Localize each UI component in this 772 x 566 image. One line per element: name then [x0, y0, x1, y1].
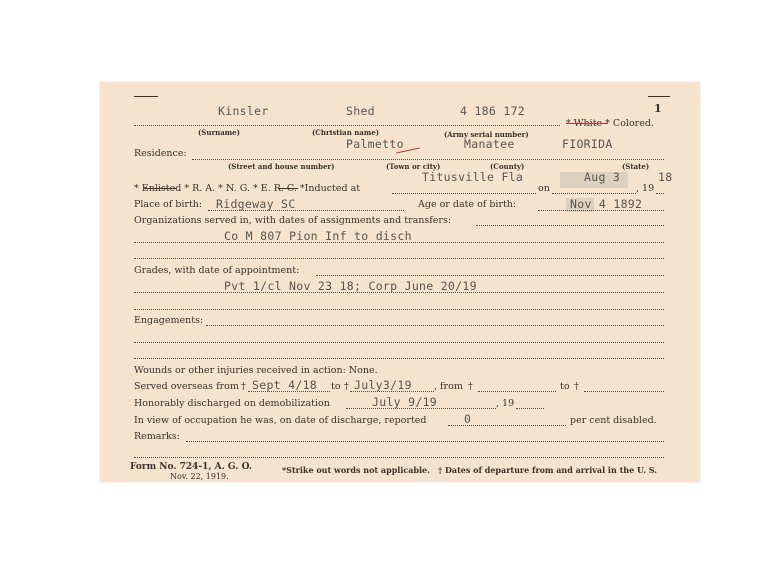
overseas-to-value: July3/19 — [354, 378, 412, 392]
race-label: * White * Colored. — [566, 118, 654, 129]
birthplace-value: Ridgeway SC — [216, 197, 296, 211]
remarks-label: Remarks: — [134, 431, 180, 442]
inducted-date-line — [552, 193, 636, 194]
grades-value: Pvt 1/cl Nov 23 18; Corp June 20/19 — [224, 279, 477, 293]
county-value: Manatee — [464, 137, 515, 151]
discharged-year-line — [516, 408, 544, 409]
grades-label: Grades, with date of appointment: — [134, 265, 300, 276]
organizations-value: Co M 807 Pion Inf to disch — [224, 229, 412, 243]
occupation-label: In view of occupation he was, on date of discharge, reported — [134, 415, 427, 426]
inducted-at-value: Titusville Fla — [422, 170, 524, 184]
enlisted-strike-mark — [144, 188, 176, 189]
remarks-line-1 — [186, 441, 664, 442]
year-line — [656, 193, 664, 194]
serial-number-value: 4 186 172 — [460, 104, 526, 118]
engagements-label: Engagements: — [134, 315, 204, 326]
grades-line-2 — [134, 292, 664, 293]
organizations-line-3 — [134, 258, 664, 259]
discharged-label: Honorably discharged on demobilization — [134, 398, 330, 409]
surname-value: Kinsler — [218, 104, 269, 118]
erc-strike-mark — [278, 188, 298, 189]
christian-name-value: Shed — [346, 104, 375, 118]
overseas-to-dagger: † — [344, 381, 349, 392]
birthplace-label: Place of birth: — [134, 199, 203, 210]
inducted-year-value: 18 — [658, 170, 673, 184]
residence-line — [192, 159, 664, 160]
overseas-from-value: Sept 4/18 — [252, 378, 318, 392]
disabled-label: per cent disabled. — [570, 415, 657, 426]
discharge-date-line — [346, 408, 496, 409]
birthdate-line — [538, 210, 664, 211]
record-card — [100, 82, 700, 482]
state-label: (State) — [622, 162, 650, 171]
second-from-line — [478, 391, 556, 392]
race-strike-mark — [566, 123, 608, 124]
wounds-label: Wounds or other injuries received in action: None. — [134, 365, 378, 376]
birthdate-value: Nov 4 1892 — [570, 197, 643, 211]
card-number: 1 — [654, 102, 662, 115]
county-label: (County) — [490, 162, 525, 171]
engagements-line-3 — [134, 358, 664, 359]
to-label: to — [331, 381, 341, 392]
town-label: (Town or city) — [386, 162, 441, 171]
engagements-line-1 — [206, 325, 664, 326]
organizations-label: Organizations served in, with dates of assignments and transfers: — [134, 215, 452, 226]
serial-number-label: (Army serial number) — [444, 130, 529, 139]
street-label: (Street and house number) — [228, 162, 335, 171]
second-to-label: to — [560, 381, 570, 392]
second-to-dagger: † — [574, 381, 579, 392]
from-label: , from — [434, 381, 463, 392]
grades-line-1 — [316, 275, 664, 276]
disabled-percent-line — [448, 425, 566, 426]
top-left-bar — [134, 96, 158, 97]
form-number: Form No. 724-1, A. G. O. — [130, 462, 253, 472]
name-line — [134, 125, 560, 126]
inducted-date-value: Aug 3 — [584, 170, 621, 184]
discharge-date-value: July 9/19 — [372, 395, 438, 409]
disabled-percent-value: 0 — [464, 412, 472, 426]
on-label: on — [538, 183, 550, 194]
birthplace-line — [208, 210, 404, 211]
town-value: Palmetto — [346, 137, 404, 151]
year-label: , 19 — [636, 183, 655, 194]
surname-label: (Surname) — [198, 128, 240, 137]
footnote-strike-out: *Strike out words not applicable. — [282, 465, 430, 475]
overseas-from-line — [248, 391, 330, 392]
second-from-dagger: † — [468, 381, 473, 392]
form-date: Nov. 22, 1919. — [170, 472, 229, 481]
overseas-label: Served overseas from — [134, 381, 239, 392]
state-value: FIORIDA — [562, 137, 613, 151]
overseas-from-dagger: † — [241, 381, 246, 392]
inducted-at-line — [392, 193, 536, 194]
discharged-year-label: , 19 — [496, 398, 515, 409]
engagements-line-2 — [134, 342, 664, 343]
residence-label: Residence: — [134, 148, 187, 159]
footnote-dates: † Dates of departure from and arrival in the U. S. — [438, 465, 658, 475]
grades-line-3 — [134, 309, 664, 310]
top-right-bar — [648, 96, 670, 97]
remarks-line-2 — [134, 457, 664, 458]
overseas-to-line — [350, 391, 434, 392]
age-label: Age or date of birth: — [418, 199, 517, 210]
organizations-line-1 — [476, 225, 664, 226]
second-to-line — [584, 391, 664, 392]
organizations-line-2 — [134, 242, 664, 243]
enlisted-label: * Enlisted * R. A. * N. G. * E. R. C. *Inducted at — [134, 183, 361, 194]
christian-name-label: (Christian name) — [312, 128, 380, 137]
